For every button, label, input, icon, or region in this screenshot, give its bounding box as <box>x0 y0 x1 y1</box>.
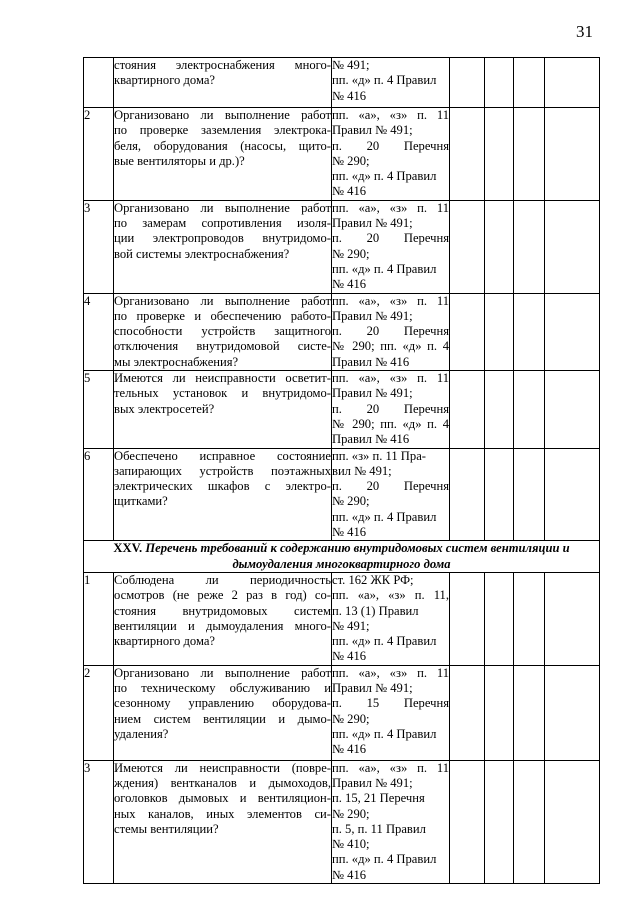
table-row <box>84 572 600 665</box>
note-cell[interactable] <box>545 760 600 883</box>
note-cell[interactable] <box>545 200 600 293</box>
reference-line: № 290; <box>332 246 370 261</box>
item-number: 4 <box>84 293 114 370</box>
answer-no-cell[interactable] <box>485 572 514 665</box>
item-number: 6 <box>84 448 114 541</box>
answer-no-cell[interactable] <box>485 665 514 760</box>
answer-yes-cell[interactable] <box>450 572 485 665</box>
note-cell[interactable] <box>545 448 600 541</box>
reference-line: № 290; <box>332 153 370 168</box>
answer-yes-cell[interactable] <box>450 293 485 370</box>
reference-line: № 491; <box>332 618 370 633</box>
checklist-table <box>83 57 600 884</box>
requirement-question <box>114 200 332 293</box>
answer-yes-cell[interactable] <box>450 448 485 541</box>
table-row <box>84 200 600 293</box>
question-line: Имеются ли неисправности осветит- <box>114 371 331 386</box>
answer-na-cell[interactable] <box>514 293 545 370</box>
table-row <box>84 108 600 201</box>
requirement-question <box>114 572 332 665</box>
requirement-question <box>114 293 332 370</box>
requirement-question <box>114 760 332 883</box>
question-line: Соблюдена ли периодичность <box>114 572 331 587</box>
question-line: отключения внутридомовой систе- <box>114 339 331 354</box>
item-number: 5 <box>84 371 114 448</box>
question-line: беля, оборудования (насосы, щито- <box>114 138 331 153</box>
answer-no-cell[interactable] <box>485 760 514 883</box>
reference-line: ст. 162 ЖК РФ; <box>332 572 414 587</box>
reference-line: пп. «а», «з» п. 11 <box>332 108 449 122</box>
reference-line: Правил № 491; <box>332 680 413 695</box>
reference-line: п. 15, 21 Перечня <box>332 791 425 806</box>
question-line: стояния электроснабжения много- <box>114 58 331 72</box>
page-number: 31 <box>576 22 593 41</box>
reference-line: п. 15 Перечня <box>332 696 449 711</box>
question-line: Организовано ли выполнение работ <box>114 293 331 308</box>
reference-line: пп. «д» п. 4 Правил <box>332 509 437 524</box>
item-number: 2 <box>84 665 114 760</box>
question-line: квартирного дома? <box>114 634 216 649</box>
reference-line: № 290; <box>332 806 370 821</box>
answer-yes-cell[interactable] <box>450 371 485 448</box>
reference-line: № 416 <box>332 277 367 292</box>
note-cell[interactable] <box>545 108 600 201</box>
note-cell[interactable] <box>545 293 600 370</box>
answer-yes-cell[interactable] <box>450 108 485 201</box>
reference-line: № 290; <box>332 494 370 509</box>
answer-yes-cell[interactable] <box>450 58 485 108</box>
question-line: ции электропроводов внутридомо- <box>114 231 331 246</box>
item-number: 3 <box>84 200 114 293</box>
reference-line: п. 20 Перечня <box>332 479 449 494</box>
question-line: по проверке заземления электрока- <box>114 123 331 138</box>
reference-line: Правил № 416 <box>332 432 410 447</box>
reference-line: № 290; пп. «д» п. 4 <box>332 339 449 354</box>
answer-no-cell[interactable] <box>485 200 514 293</box>
section-number: XXV. <box>113 541 143 556</box>
answer-na-cell[interactable] <box>514 448 545 541</box>
question-line: стояния внутридомовых систем <box>114 603 331 618</box>
reference-line: пп. «а», «з» п. 11 <box>332 293 449 308</box>
item-number <box>84 58 114 108</box>
legal-reference <box>332 448 450 541</box>
question-line: удаления? <box>114 726 169 741</box>
question-line: вых электросетей? <box>114 401 215 416</box>
question-line: ных каналов, иных элементов си- <box>114 806 331 821</box>
question-line: электрических шкафов с электро- <box>114 479 331 494</box>
answer-yes-cell[interactable] <box>450 760 485 883</box>
table-row <box>84 448 600 541</box>
reference-line: пп. «д» п. 4 Правил <box>332 261 437 276</box>
question-line: Организовано ли выполнение работ <box>114 665 331 680</box>
reference-line: п. 20 Перечня <box>332 401 449 416</box>
question-line: стемы вентиляции? <box>114 821 219 836</box>
item-number: 3 <box>84 760 114 883</box>
question-line: Имеются ли неисправности (повре- <box>114 760 331 775</box>
reference-line: пп. «д» п. 4 Правил <box>332 852 437 867</box>
legal-reference <box>332 760 450 883</box>
note-cell[interactable] <box>545 665 600 760</box>
reference-line: пп. «д» п. 4 Правил <box>332 169 437 184</box>
reference-line: п. 13 (1) Правил <box>332 603 419 618</box>
note-cell[interactable] <box>545 572 600 665</box>
section-title <box>84 541 600 573</box>
answer-yes-cell[interactable] <box>450 200 485 293</box>
reference-line: Правил № 491; <box>332 308 413 323</box>
reference-line: пп. «а», «з» п. 11, <box>332 588 449 603</box>
question-line: вые вентиляторы и др.)? <box>114 153 245 168</box>
question-line: Организовано ли выполнение работ <box>114 200 331 215</box>
reference-line: Правил № 491; <box>332 216 413 231</box>
section-header-row <box>84 541 600 573</box>
reference-line: п. 20 Перечня <box>332 324 449 339</box>
answer-yes-cell[interactable] <box>450 665 485 760</box>
legal-reference <box>332 665 450 760</box>
answer-no-cell[interactable] <box>485 58 514 108</box>
answer-na-cell[interactable] <box>514 760 545 883</box>
reference-line: п. 20 Перечня <box>332 138 449 153</box>
answer-na-cell[interactable] <box>514 371 545 448</box>
question-line: по техническому обслуживанию и <box>114 680 331 695</box>
question-line: вой системы электроснабжения? <box>114 246 290 261</box>
legal-reference <box>332 293 450 370</box>
reference-line: № 290; <box>332 711 370 726</box>
reference-line: пп. «з» п. 11 Пра- <box>332 448 426 463</box>
legal-reference <box>332 371 450 448</box>
reference-line: п. 20 Перечня <box>332 231 449 246</box>
reference-line: Правил № 491; <box>332 386 413 401</box>
question-line: тельных установок и внутридомо- <box>114 386 331 401</box>
reference-line: № 416 <box>332 742 367 757</box>
question-line: по замерам сопротивления изоля- <box>114 216 331 231</box>
reference-line: № 416 <box>332 184 367 199</box>
question-line: осмотров (не реже 2 раз в год) со- <box>114 588 331 603</box>
question-line: Организовано ли выполнение работ <box>114 108 331 122</box>
question-line: Обеспечено исправное состояние <box>114 448 331 463</box>
question-line: ждения) вентканалов и дымоходов, <box>114 775 331 790</box>
answer-na-cell[interactable] <box>514 572 545 665</box>
section-title-line-1: Перечень требований к содержанию внутридомовых систем вентиляции и <box>145 541 570 556</box>
legal-reference <box>332 200 450 293</box>
reference-line: вил № 491; <box>332 463 392 478</box>
requirement-question <box>114 448 332 541</box>
reference-line: № 416 <box>332 525 367 540</box>
reference-line: Правил № 491; <box>332 123 413 138</box>
reference-line: пп. «а», «з» п. 11 <box>332 665 449 680</box>
item-number: 1 <box>84 572 114 665</box>
table-row <box>84 665 600 760</box>
table-row <box>84 58 600 108</box>
section-title-line-2: дымоудаления многоквартирного дома <box>232 556 451 571</box>
answer-no-cell[interactable] <box>485 448 514 541</box>
question-line: оголовков дымовых и вентиляцион- <box>114 791 331 806</box>
reference-line: № 416 <box>332 649 367 664</box>
reference-line: № 290; пп. «д» п. 4 <box>332 416 449 431</box>
item-number: 2 <box>84 108 114 201</box>
answer-no-cell[interactable] <box>485 293 514 370</box>
reference-line: Правил № 416 <box>332 354 410 369</box>
reference-line: пп. «а», «з» п. 11 <box>332 760 449 775</box>
legal-reference <box>332 108 450 201</box>
question-line: мы электроснабжения? <box>114 354 239 369</box>
question-line: квартирного дома? <box>114 73 216 88</box>
reference-line: № 410; <box>332 837 370 852</box>
note-cell[interactable] <box>545 371 600 448</box>
answer-no-cell[interactable] <box>485 371 514 448</box>
question-line: нием систем вентиляции и дымо- <box>114 711 331 726</box>
reference-line: пп. «а», «з» п. 11 <box>332 200 449 215</box>
table-row <box>84 293 600 370</box>
reference-line: пп. «д» п. 4 Правил <box>332 73 437 88</box>
reference-line: № 416 <box>332 88 367 103</box>
question-line: вентиляции и дымоудаления много- <box>114 618 331 633</box>
answer-na-cell[interactable] <box>514 665 545 760</box>
reference-line: п. 5, п. 11 Правил <box>332 821 426 836</box>
answer-na-cell[interactable] <box>514 108 545 201</box>
reference-line: Правил № 491; <box>332 775 413 790</box>
table-row <box>84 760 600 883</box>
note-cell[interactable] <box>545 58 600 108</box>
question-line: по проверке и обеспечению работо- <box>114 308 331 323</box>
reference-line: пп. «а», «з» п. 11 <box>332 371 449 386</box>
legal-reference <box>332 572 450 665</box>
reference-line: № 491; <box>332 58 370 72</box>
question-line: щитками? <box>114 494 168 509</box>
answer-na-cell[interactable] <box>514 200 545 293</box>
answer-na-cell[interactable] <box>514 58 545 108</box>
reference-line: № 416 <box>332 867 367 882</box>
question-line: сезонному управлению оборудова- <box>114 696 331 711</box>
requirement-question <box>114 665 332 760</box>
requirement-question <box>114 108 332 201</box>
reference-line: пп. «д» п. 4 Правил <box>332 634 437 649</box>
legal-reference <box>332 58 450 108</box>
requirement-question <box>114 371 332 448</box>
table-row <box>84 371 600 448</box>
question-line: способности устройств защитного <box>114 324 331 339</box>
answer-no-cell[interactable] <box>485 108 514 201</box>
reference-line: пп. «д» п. 4 Правил <box>332 726 437 741</box>
question-line: запирающих устройств поэтажных <box>114 463 331 478</box>
requirement-question <box>114 58 332 108</box>
